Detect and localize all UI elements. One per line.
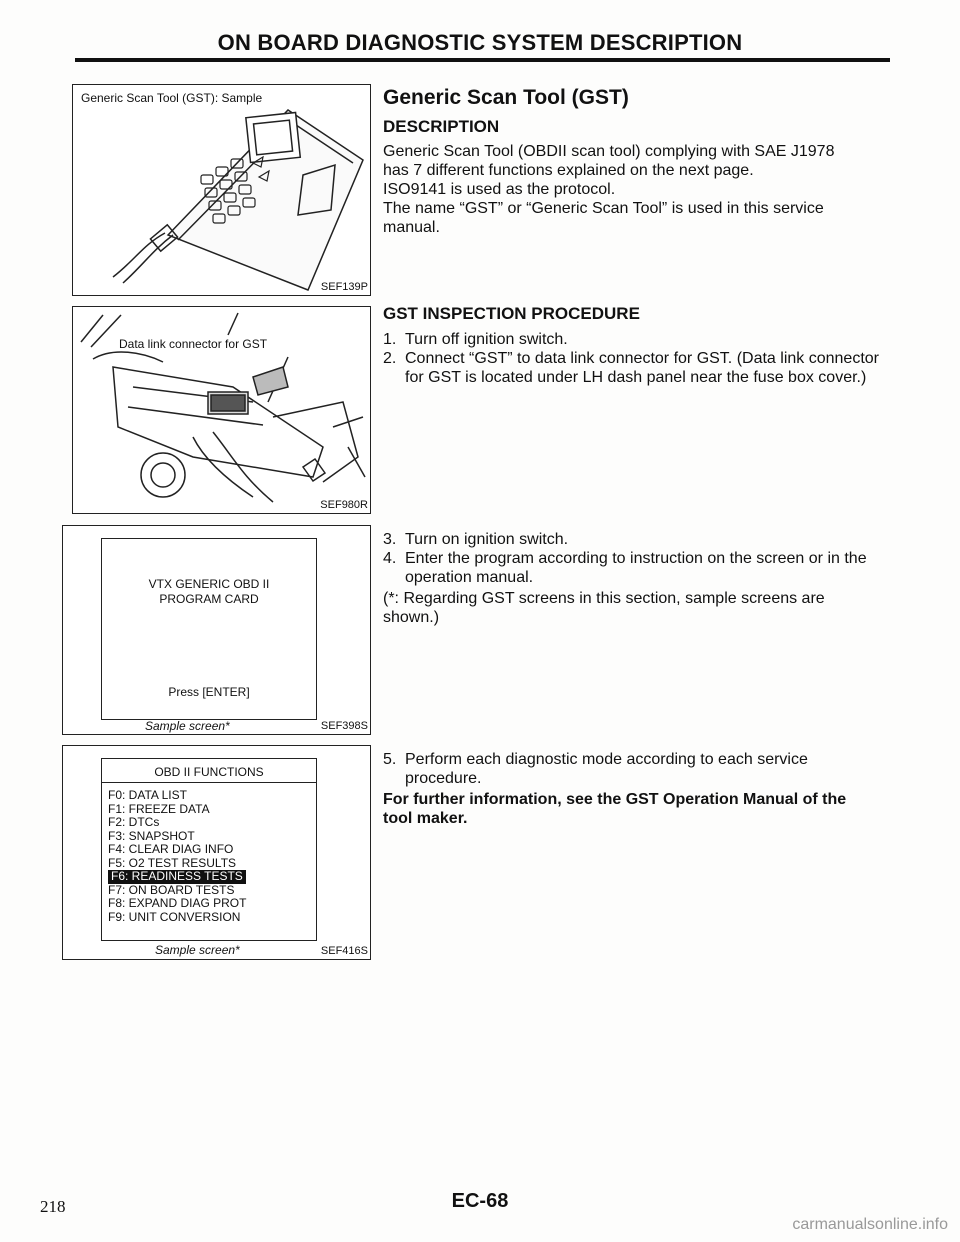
step-item bbox=[383, 750, 863, 790]
function-item-label: F2: DTCs bbox=[108, 815, 160, 829]
description-text bbox=[383, 142, 883, 237]
figure-sample-screen-program-card bbox=[62, 525, 371, 735]
figure-sample-screen-obd-functions bbox=[62, 745, 371, 960]
function-item-label: F4: CLEAR DIAG INFO bbox=[108, 842, 234, 856]
function-item-label: F9: UNIT CONVERSION bbox=[108, 909, 241, 924]
function-item-label: F8: EXPAND DIAG PROT bbox=[108, 896, 247, 910]
figure-code: SEF139P bbox=[320, 281, 368, 293]
function-item bbox=[108, 803, 246, 817]
step-text: Turn on ignition switch. bbox=[405, 531, 569, 548]
header-rule bbox=[75, 58, 890, 62]
function-item-label: F5: O2 TEST RESULTS bbox=[108, 855, 237, 870]
section-title: Generic Scan Tool (GST) bbox=[383, 86, 629, 109]
step-note: (*: Regarding GST screens in this section, sample screens are shown.) bbox=[383, 590, 825, 626]
function-item-label: F1: FREEZE DATA bbox=[108, 801, 210, 816]
function-item bbox=[108, 830, 246, 844]
description-heading: DESCRIPTION bbox=[383, 117, 500, 136]
step-item bbox=[383, 549, 883, 589]
function-item bbox=[108, 857, 246, 871]
figure-code: SEF398S bbox=[320, 720, 368, 732]
watermark: carmanualsonline.info bbox=[792, 1216, 948, 1233]
step-text: Enter the program according to instruction on the screen or in the operation manual. bbox=[405, 550, 867, 586]
function-item bbox=[108, 843, 246, 857]
function-item-label: F3: SNAPSHOT bbox=[108, 828, 195, 843]
step-text: Turn off ignition switch. bbox=[405, 331, 568, 348]
function-item-label: F0: DATA LIST bbox=[108, 788, 187, 802]
function-item bbox=[108, 897, 246, 911]
figure-code: SEF416S bbox=[320, 945, 368, 957]
page-number: 218 bbox=[40, 1197, 66, 1216]
step-number: 1. bbox=[383, 331, 397, 348]
final-note: For further information, see the GST Operation Manual of the tool maker. bbox=[383, 791, 847, 827]
screen-line-1: VTX GENERIC OBD II bbox=[148, 577, 270, 591]
figure-caption: Data link connector for GST bbox=[119, 337, 268, 351]
step-text: Perform each diagnostic mode according to each service procedure. bbox=[405, 751, 808, 787]
section-code: EC-68 bbox=[451, 1190, 509, 1212]
figure-caption: Sample screen* bbox=[155, 943, 240, 957]
step-number: 2. bbox=[383, 350, 397, 367]
function-item bbox=[108, 816, 246, 830]
function-item-label: F6: READINESS TESTS bbox=[108, 870, 246, 884]
description-line: Generic Scan Tool (OBDII scan tool) complying with SAE J1978 bbox=[383, 143, 835, 160]
step-number: 3. bbox=[383, 531, 397, 548]
functions-list bbox=[108, 789, 246, 924]
function-item bbox=[108, 870, 246, 884]
screen-prompt: Press [ENTER] bbox=[168, 685, 250, 699]
page-title: ON BOARD DIAGNOSTIC SYSTEM DESCRIPTION bbox=[217, 30, 743, 55]
scan-tool-illustration bbox=[73, 85, 370, 295]
step-item bbox=[383, 330, 883, 349]
step-item bbox=[383, 530, 883, 549]
step-number: 4. bbox=[383, 550, 397, 567]
step-number: 5. bbox=[383, 751, 397, 768]
description-line: has 7 different functions explained on the next page. bbox=[383, 162, 754, 179]
function-item bbox=[108, 911, 246, 925]
figure-caption: Sample screen* bbox=[145, 719, 230, 733]
functions-title: OBD II FUNCTIONS bbox=[154, 765, 264, 779]
procedure-heading: GST INSPECTION PROCEDURE bbox=[383, 304, 640, 323]
figure-code: SEF980R bbox=[320, 499, 368, 511]
connector-illustration bbox=[73, 307, 370, 513]
function-item-label: F7: ON BOARD TESTS bbox=[108, 882, 235, 897]
function-item bbox=[108, 789, 246, 803]
scan-tool-screen bbox=[101, 758, 317, 941]
description-line: manual. bbox=[383, 219, 440, 236]
figure-data-link-connector bbox=[72, 306, 371, 514]
description-line: The name “GST” or “Generic Scan Tool” is used in this service bbox=[383, 200, 824, 217]
figure-gst-device bbox=[72, 84, 371, 296]
step-item bbox=[383, 349, 883, 409]
functions-title-rule bbox=[102, 782, 316, 783]
screen-line-2: PROGRAM CARD bbox=[159, 592, 259, 606]
step-text: Connect “GST” to data link connector for GST. (Data link connector for GST is located under LH dash panel near the fuse box cover.) bbox=[405, 350, 879, 386]
description-line: ISO9141 is used as the protocol. bbox=[383, 181, 616, 198]
figure-caption: Generic Scan Tool (GST): Sample bbox=[81, 91, 263, 105]
scan-tool-screen bbox=[101, 538, 317, 720]
function-item bbox=[108, 884, 246, 898]
